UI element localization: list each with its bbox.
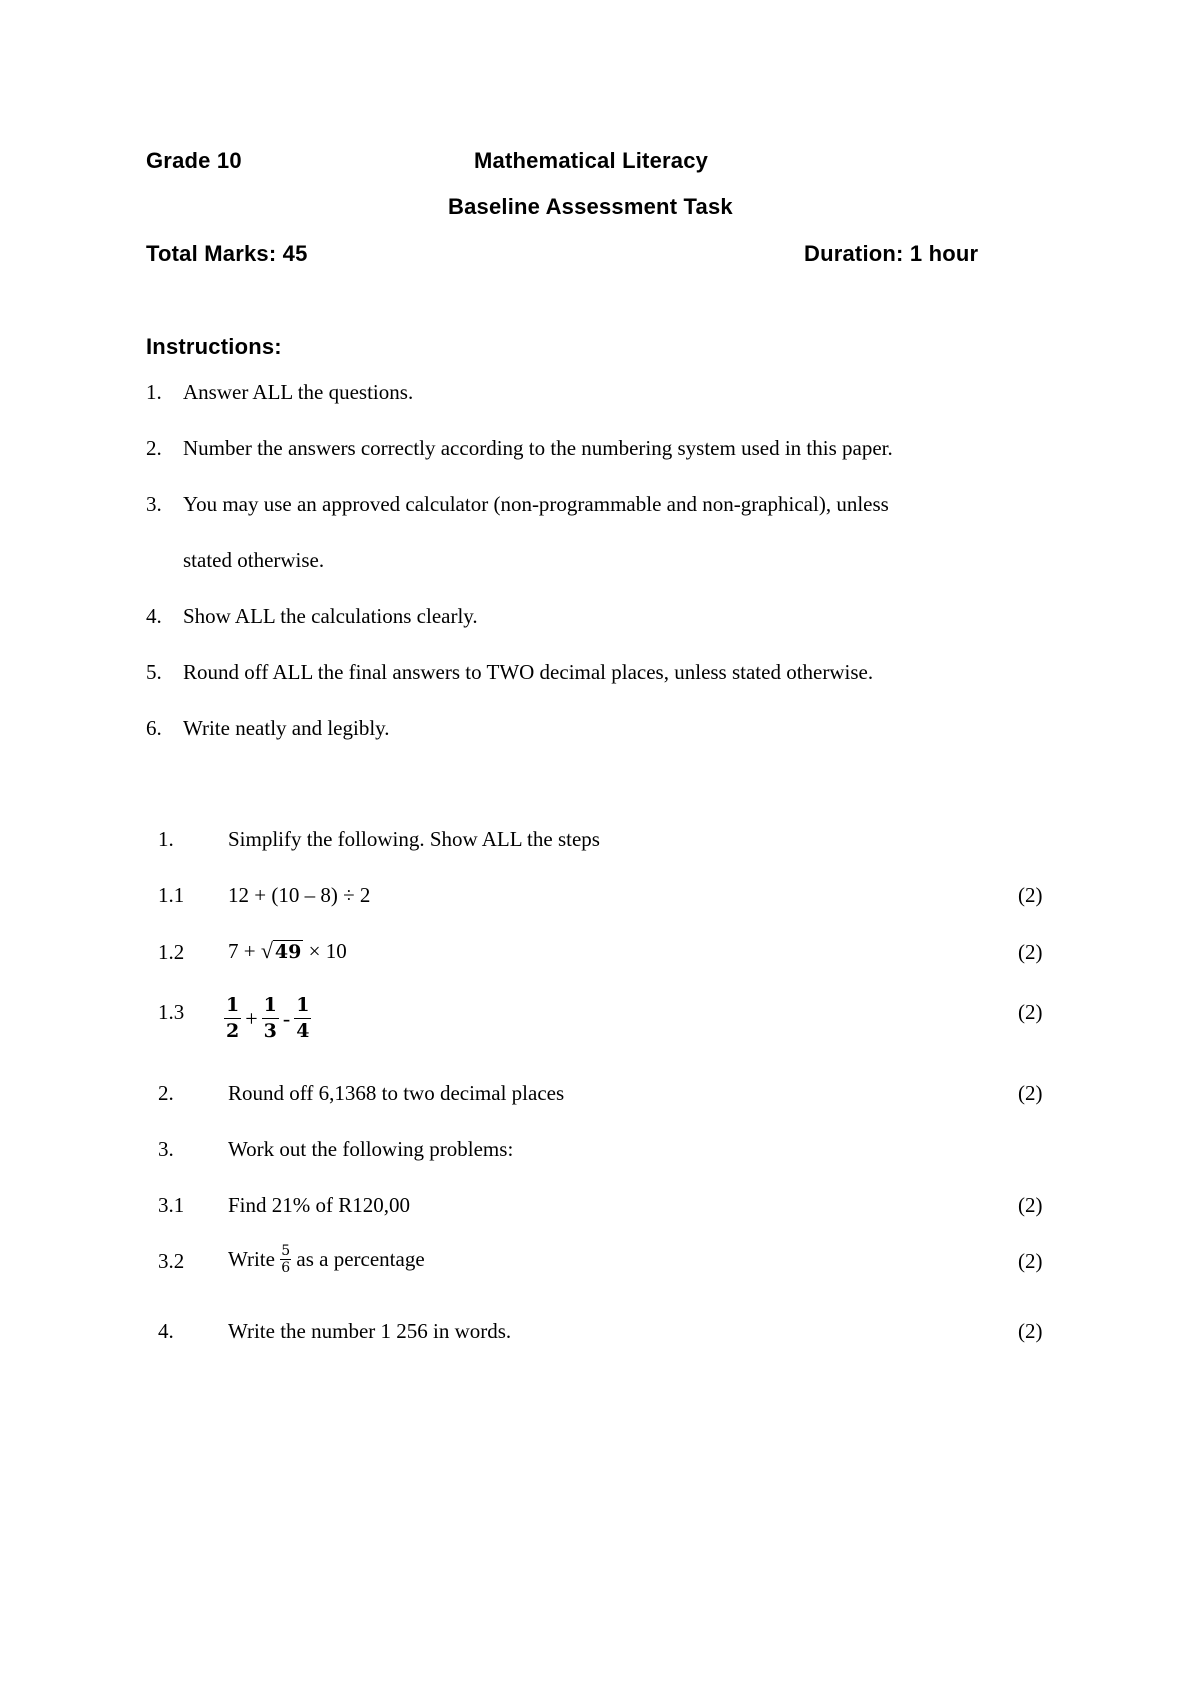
task-title: Baseline Assessment Task bbox=[448, 194, 733, 219]
instruction-text: You may use an approved calculator (non-programmable and non-graphical), unless bbox=[183, 492, 889, 516]
question-text: Round off 6,1368 to two decimal places bbox=[228, 1081, 565, 1105]
expression-part: × 10 bbox=[308, 939, 347, 963]
subject-title: Mathematical Literacy bbox=[474, 148, 709, 173]
question-marks: (2) bbox=[1018, 883, 1043, 907]
question-marks: (2) bbox=[1018, 940, 1043, 964]
square-root bbox=[261, 938, 304, 964]
radical-icon: √ bbox=[260, 938, 273, 963]
fraction bbox=[280, 1244, 291, 1275]
operator: - bbox=[282, 1005, 291, 1031]
fraction bbox=[294, 996, 311, 1041]
numerator: 1 bbox=[263, 994, 277, 1016]
denominator: 3 bbox=[263, 1020, 277, 1042]
denominator: 2 bbox=[226, 1020, 240, 1042]
grade-label: Grade 10 bbox=[146, 148, 242, 173]
question-marks: (2) bbox=[1018, 1249, 1043, 1273]
instruction-text: Answer ALL the questions. bbox=[183, 380, 414, 404]
instruction-text: Show ALL the calculations clearly. bbox=[183, 604, 478, 628]
question-number: 4. bbox=[158, 1319, 174, 1343]
question-number: 1.1 bbox=[158, 883, 185, 907]
question-marks: (2) bbox=[1018, 1000, 1043, 1024]
question-text: Work out the following problems: bbox=[228, 1137, 514, 1161]
question-text: Find 21% of R120,00 bbox=[228, 1193, 411, 1217]
question-marks: (2) bbox=[1018, 1193, 1043, 1217]
numerator: 1 bbox=[226, 994, 240, 1016]
question-text: Simplify the following. Show ALL the steps bbox=[228, 827, 600, 851]
duration: Duration: 1 hour bbox=[804, 241, 979, 266]
numerator: 5 bbox=[281, 1243, 291, 1259]
instruction-text: Number the answers correctly according to the numbering system used in this paper. bbox=[183, 436, 893, 460]
question-number: 1.2 bbox=[158, 940, 185, 964]
question-number: 3.2 bbox=[158, 1249, 185, 1273]
question-number: 3. bbox=[158, 1137, 174, 1161]
instructions-title: Instructions: bbox=[146, 334, 282, 359]
instruction-text: Round off ALL the final answers to TWO decimal places, unless stated otherwise. bbox=[183, 660, 874, 684]
question-number: 1. bbox=[158, 827, 174, 851]
question-text: Write the number 1 256 in words. bbox=[228, 1319, 512, 1343]
instruction-text-continued: stated otherwise. bbox=[183, 548, 325, 572]
text-part: as a percentage bbox=[296, 1247, 425, 1271]
question-marks: (2) bbox=[1018, 1081, 1043, 1105]
instruction-number: 3. bbox=[146, 492, 162, 516]
radicand: 49 bbox=[274, 941, 302, 963]
operator: + bbox=[245, 1005, 258, 1031]
instruction-number: 4. bbox=[146, 604, 162, 628]
text-part: Write bbox=[228, 1247, 275, 1271]
expression-part: 7 + bbox=[228, 939, 256, 963]
question-expression bbox=[228, 938, 347, 964]
question-text bbox=[228, 1244, 425, 1275]
instruction-text: Write neatly and legibly. bbox=[183, 716, 390, 740]
instruction-number: 2. bbox=[146, 436, 162, 460]
total-marks: Total Marks: 45 bbox=[146, 241, 308, 266]
question-expression bbox=[224, 996, 311, 1041]
instruction-number: 5. bbox=[146, 660, 162, 684]
question-number: 3.1 bbox=[158, 1193, 185, 1217]
numerator: 1 bbox=[296, 994, 310, 1016]
question-expression: 12 + (10 – 8) ÷ 2 bbox=[228, 883, 371, 907]
fraction bbox=[262, 996, 279, 1041]
question-number: 1.3 bbox=[158, 1000, 185, 1024]
denominator: 4 bbox=[296, 1020, 310, 1042]
instruction-number: 1. bbox=[146, 380, 162, 404]
question-number: 2. bbox=[158, 1081, 174, 1105]
denominator: 6 bbox=[281, 1260, 291, 1276]
instruction-number: 6. bbox=[146, 716, 162, 740]
question-marks: (2) bbox=[1018, 1319, 1043, 1343]
fraction bbox=[224, 996, 241, 1041]
